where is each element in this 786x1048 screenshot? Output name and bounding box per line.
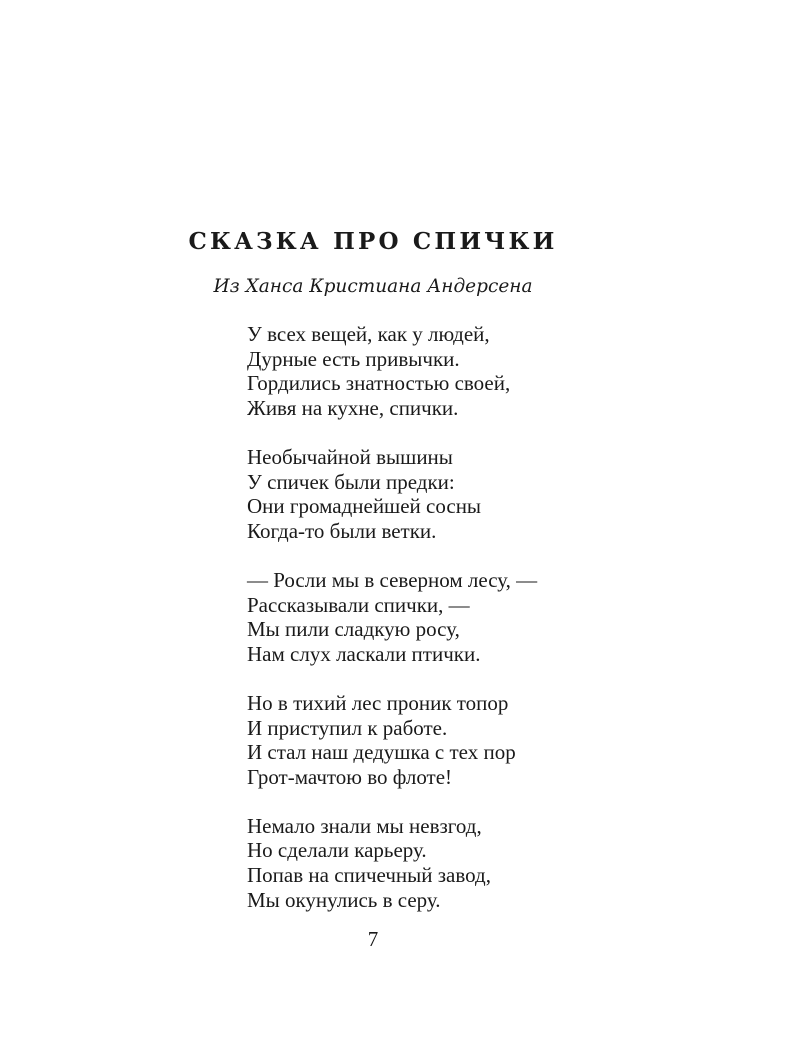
poem-line: Дурные есть привычки. <box>247 346 460 371</box>
poem-line: Грот-мачтою во флоте! <box>247 764 453 789</box>
poem-line: Немало знали мы невзгод, <box>247 813 482 838</box>
poem-line: У спичек были предки: <box>247 469 455 494</box>
poem-line: Они громаднейшей сосны <box>247 494 482 519</box>
poem-line: Но в тихий лес проник топор <box>247 690 509 715</box>
poem-title: СКАЗКА ПРО СПИЧКИ <box>188 228 558 255</box>
stanza <box>247 568 667 666</box>
poem-line: Мы пили сладкую росу, <box>247 617 460 642</box>
poem-line: Когда-то были ветки. <box>247 518 437 543</box>
poem-subtitle: Из Ханса Кристиана Андерсена <box>213 276 533 297</box>
poem-line: Нам слух ласкали птички. <box>247 641 481 666</box>
poem-body <box>247 322 667 937</box>
stanza <box>247 814 667 912</box>
poem-line: Мы окунулись в серу. <box>247 887 441 912</box>
stanza <box>247 445 667 543</box>
stanza <box>247 322 667 420</box>
poem-line: И приступил к работе. <box>247 715 448 740</box>
poem-line: Живя на кухне, спички. <box>247 395 459 420</box>
poem-line: Гордились знатностью своей, <box>247 371 511 396</box>
poem-line: И стал наш дедушка с тех пор <box>247 740 516 765</box>
poem-line: Но сделали карьеру. <box>247 838 427 863</box>
stanza <box>247 691 667 789</box>
poem-line: Рассказывали спички, — <box>247 592 470 617</box>
poem-line: Попав на спичечный завод, <box>247 863 491 888</box>
poem-line: — Росли мы в северном лесу, — <box>247 567 538 592</box>
page-number: 7 <box>367 927 379 951</box>
poem-line: Необычайной вышины <box>247 444 453 469</box>
poem-line: У всех вещей, как у людей, <box>247 322 490 346</box>
